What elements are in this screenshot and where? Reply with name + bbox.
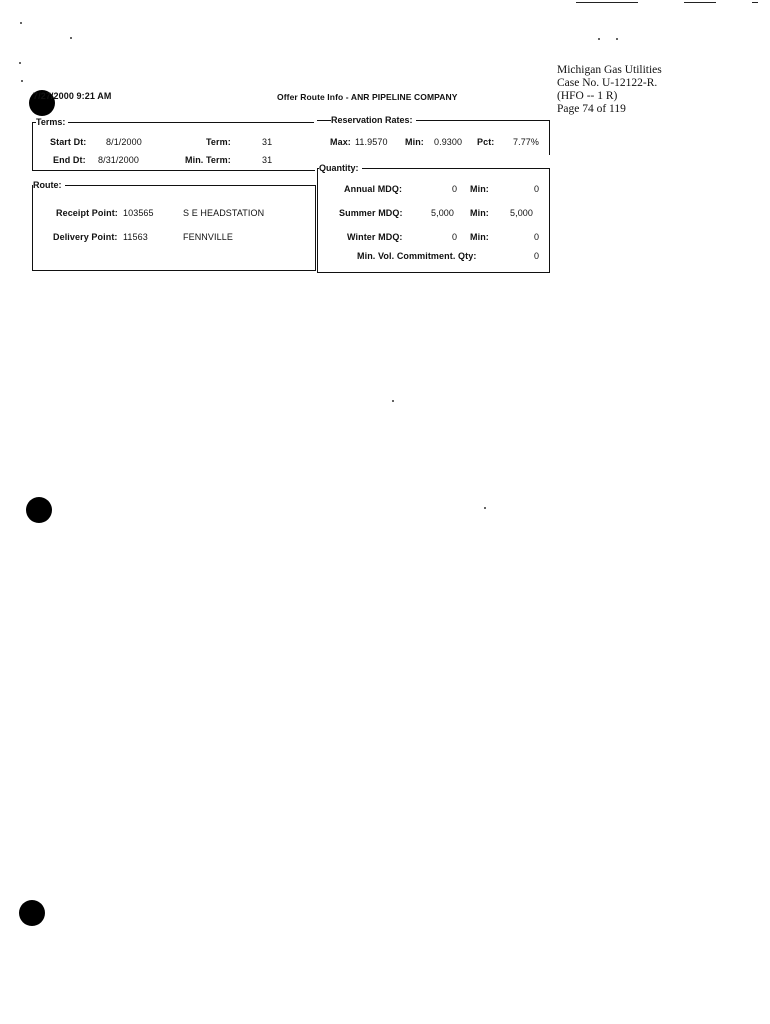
scan-speck bbox=[20, 22, 22, 24]
end-date-value: 8/31/2000 bbox=[98, 155, 139, 165]
scan-speck bbox=[21, 80, 23, 82]
summer-min-value: 5,000 bbox=[510, 208, 534, 218]
delivery-point-label: Delivery Point: bbox=[53, 232, 118, 242]
min-vol-commitment-value: 0 bbox=[534, 251, 540, 261]
summer-min-label: Min: bbox=[470, 208, 489, 218]
min-rate-label: Min: bbox=[405, 137, 424, 147]
route-legend: Route: bbox=[33, 180, 65, 190]
term-value: 31 bbox=[262, 137, 273, 147]
delivery-point-id: 11563 bbox=[123, 232, 148, 242]
receipt-point-label: Receipt Point: bbox=[56, 208, 118, 218]
scan-speck bbox=[392, 400, 394, 402]
report-title: Offer Route Info - ANR PIPELINE COMPANY bbox=[277, 92, 458, 102]
pct-label: Pct: bbox=[477, 137, 495, 147]
pct-value: 7.77% bbox=[513, 137, 540, 147]
max-rate-label: Max: bbox=[330, 137, 351, 147]
start-date-value: 8/1/2000 bbox=[106, 137, 142, 147]
term-label: Term: bbox=[206, 137, 231, 147]
stamp-line-hfo: (HFO -- 1 R) bbox=[557, 90, 618, 102]
punch-hole bbox=[26, 497, 52, 523]
annual-min-value: 0 bbox=[534, 184, 540, 194]
max-rate-value: 11.9570 bbox=[355, 137, 388, 147]
receipt-point-id: 103565 bbox=[123, 208, 154, 218]
delivery-point-name: FENNVILLE bbox=[183, 232, 233, 242]
scan-mark-line bbox=[684, 2, 716, 3]
scan-mark-line bbox=[576, 2, 638, 3]
punch-hole bbox=[19, 900, 45, 926]
winter-min-label: Min: bbox=[470, 232, 489, 242]
receipt-point-name: S E HEADSTATION bbox=[183, 208, 265, 218]
report-timestamp: 7/27/2000 9:21 AM bbox=[33, 91, 112, 101]
terms-box-top-rule bbox=[32, 122, 314, 123]
route-box bbox=[32, 185, 316, 271]
winter-mdq-label: Winter MDQ: bbox=[347, 232, 403, 242]
min-vol-commitment-label: Min. Vol. Commitment. Qty: bbox=[357, 251, 477, 261]
start-date-label: Start Dt: bbox=[50, 137, 87, 147]
stamp-line-page: Page 74 of 119 bbox=[557, 103, 626, 115]
summer-mdq-value: 5,000 bbox=[431, 208, 455, 218]
annual-mdq-value: 0 bbox=[452, 184, 458, 194]
annual-mdq-label: Annual MDQ: bbox=[344, 184, 403, 194]
summer-mdq-label: Summer MDQ: bbox=[339, 208, 403, 218]
stamp-line-company: Michigan Gas Utilities bbox=[557, 64, 662, 76]
reservation-rates-legend: Reservation Rates: bbox=[331, 115, 416, 125]
min-term-value: 31 bbox=[262, 155, 273, 165]
stamp-line-case: Case No. U-12122-R. bbox=[557, 77, 658, 89]
scan-speck bbox=[484, 507, 486, 509]
min-rate-value: 0.9300 bbox=[434, 137, 463, 147]
quantity-legend: Quantity: bbox=[319, 163, 362, 173]
terms-legend: Terms: bbox=[36, 117, 68, 127]
scan-mark-line bbox=[752, 2, 758, 3]
winter-min-value: 0 bbox=[534, 232, 540, 242]
min-term-label: Min. Term: bbox=[185, 155, 231, 165]
scan-speck bbox=[616, 38, 618, 40]
annual-min-label: Min: bbox=[470, 184, 489, 194]
scan-speck bbox=[598, 38, 600, 40]
end-date-label: End Dt: bbox=[53, 155, 86, 165]
scan-speck bbox=[19, 62, 21, 64]
case-stamp bbox=[557, 64, 662, 116]
winter-mdq-value: 0 bbox=[452, 232, 458, 242]
scan-speck bbox=[70, 37, 72, 39]
